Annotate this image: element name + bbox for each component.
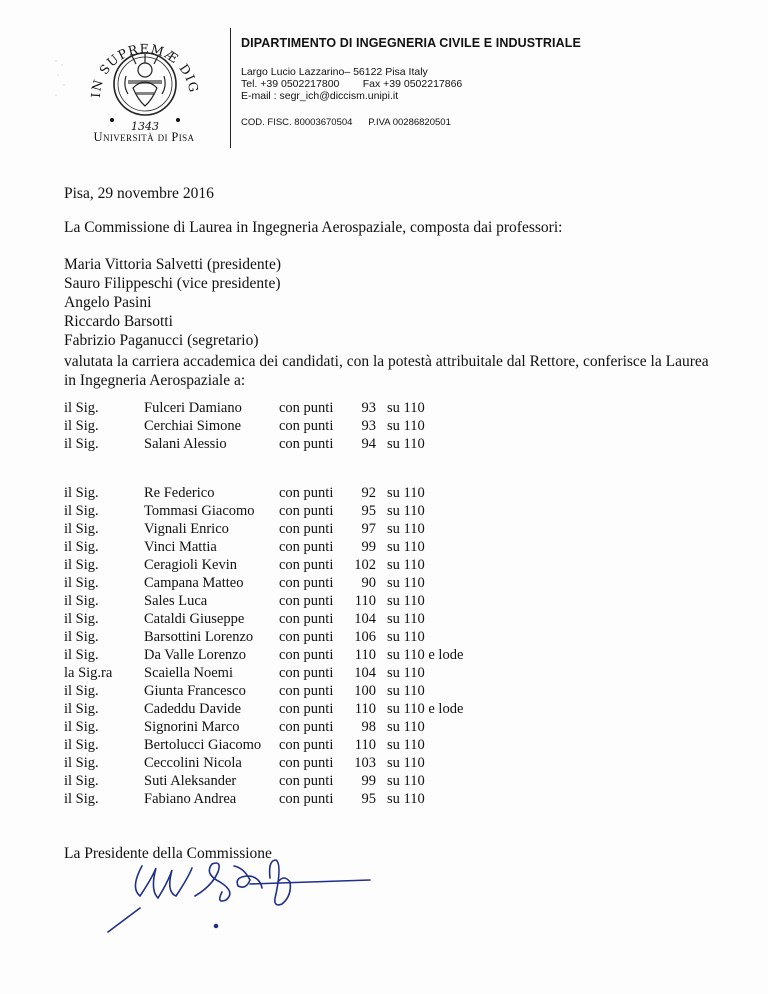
member-item: Riccardo Barsotti (64, 313, 173, 330)
graduate-points: 97 (361, 521, 376, 537)
points-scale: su 110 (387, 737, 425, 753)
points-label: con punti (279, 593, 334, 609)
graduate-points: 110 (354, 647, 376, 663)
points-label: con punti (279, 773, 334, 789)
graduate-points: 93 (361, 400, 376, 416)
email-line: E-mail : segr_ich@diccism.unipi.it (241, 90, 399, 102)
graduate-points: 104 (354, 665, 376, 681)
graduate-points: 110 (354, 593, 376, 609)
points-label: con punti (279, 755, 334, 771)
graduate-name: Fabiano Andrea (144, 791, 237, 807)
points-label: con punti (279, 611, 334, 627)
graduate-title: il Sig. (64, 400, 99, 416)
points-label: con punti (279, 629, 334, 645)
graduate-title: il Sig. (64, 593, 99, 609)
header-divider (230, 28, 231, 148)
graduate-points: 104 (354, 611, 376, 627)
points-label: con punti (279, 436, 334, 452)
graduate-name: Tommasi Giacomo (144, 503, 255, 519)
graduate-name: Vinci Mattia (144, 539, 217, 555)
points-label: con punti (279, 521, 334, 537)
graduate-name: Cadeddu Davide (144, 701, 242, 717)
graduate-points: 106 (354, 629, 376, 645)
graduate-name: Cataldi Giuseppe (144, 611, 245, 627)
seal-text: IN SUPREMÆ DIG (87, 40, 202, 99)
points-label: con punti (279, 539, 334, 555)
intro-line: La Commissione di Laurea in Ingegneria Aerospaziale, composta dai professori: (64, 219, 563, 236)
contact-block (241, 66, 721, 102)
graduate-points: 90 (361, 575, 376, 591)
graduate-name: Salani Alessio (144, 436, 227, 452)
graduate-title: il Sig. (64, 557, 99, 573)
graduate-title: la Sig.ra (64, 665, 113, 681)
handwritten-signature (100, 838, 400, 938)
points-scale: su 110 (387, 436, 425, 452)
points-scale: su 110 (387, 665, 425, 681)
points-label: con punti (279, 400, 334, 416)
member-item: Angelo Pasini (64, 294, 152, 311)
graduate-title: il Sig. (64, 575, 99, 591)
points-label: con punti (279, 418, 334, 434)
graduate-name: Ceccolini Nicola (144, 755, 242, 771)
points-label: con punti (279, 737, 334, 753)
graduate-title: il Sig. (64, 418, 99, 434)
graduate-name: Scaiella Noemi (144, 665, 233, 681)
graduate-title: il Sig. (64, 737, 99, 753)
graduate-title: il Sig. (64, 521, 99, 537)
graduate-name: Campana Matteo (144, 575, 244, 591)
commission-members (64, 255, 281, 350)
points-scale: su 110 (387, 575, 425, 591)
points-label: con punti (279, 503, 334, 519)
graduate-points: 93 (361, 418, 376, 434)
fiscal-line: COD. FISC. 80003670504 P.IVA 00286820501 (241, 117, 451, 128)
points-scale: su 110 (387, 629, 425, 645)
graduate-points: 95 (361, 791, 376, 807)
scan-smudge (50, 55, 76, 125)
graduate-name: Bertolucci Giacomo (144, 737, 262, 753)
points-scale: su 110 (387, 593, 425, 609)
letter-date: Pisa, 29 novembre 2016 (64, 185, 214, 202)
university-seal (78, 26, 212, 136)
phone-line: Tel. +39 0502217800 Fax +39 0502217866 (241, 78, 463, 90)
seal-year: 1343 (131, 120, 159, 133)
graduate-title: il Sig. (64, 485, 99, 501)
graduate-title: il Sig. (64, 539, 99, 555)
graduate-title: il Sig. (64, 629, 99, 645)
graduate-name: Fulceri Damiano (144, 400, 242, 416)
signature-label: La Presidente della Commissione (64, 845, 272, 862)
graduate-title: il Sig. (64, 436, 99, 452)
points-scale: su 110 (387, 503, 425, 519)
graduate-name: Ceragioli Kevin (144, 557, 238, 573)
graduate-points: 95 (361, 503, 376, 519)
member-item: Sauro Filippeschi (vice presidente) (64, 275, 281, 292)
graduate-name: Suti Aleksander (144, 773, 237, 789)
points-label: con punti (279, 575, 334, 591)
points-scale: su 110 (387, 611, 425, 627)
points-scale: su 110 (387, 755, 425, 771)
points-scale: su 110 (387, 400, 425, 416)
graduate-title: il Sig. (64, 647, 99, 663)
department-name: DIPARTIMENTO DI INGEGNERIA CIVILE E INDUSTRIALE (241, 36, 581, 50)
points-label: con punti (279, 701, 334, 717)
points-label: con punti (279, 647, 334, 663)
points-label: con punti (279, 791, 334, 807)
graduate-points: 110 (354, 701, 376, 717)
svg-text:IN SUPREMÆ DIGNITATIS (78, 26, 202, 98)
points-label: con punti (279, 665, 334, 681)
points-scale: su 110 (387, 521, 425, 537)
graduate-name: Re Federico (144, 485, 215, 501)
graduate-points: 102 (354, 557, 376, 573)
conferral-paragraph: valutata la carriera accademica dei candidati, con la potestà attribuitale dal Rettore, conferisce la Laurea in Ingegneria Aerospaziale a: (64, 353, 709, 389)
graduate-title: il Sig. (64, 503, 99, 519)
graduate-points: 94 (361, 436, 376, 452)
graduate-name: Sales Luca (144, 593, 208, 609)
graduate-points: 103 (354, 755, 376, 771)
graduate-points: 110 (354, 737, 376, 753)
points-scale: su 110 e lode (387, 701, 464, 717)
member-item: Maria Vittoria Salvetti (presidente) (64, 256, 282, 273)
graduate-title: il Sig. (64, 701, 99, 717)
member-item: Fabrizio Paganucci (segretario) (64, 332, 259, 349)
address-line: Largo Lucio Lazzarino– 56122 Pisa Italy (241, 66, 428, 78)
graduate-title: il Sig. (64, 791, 99, 807)
graduate-name: Giunta Francesco (144, 683, 246, 699)
points-label: con punti (279, 719, 334, 735)
points-label: con punti (279, 485, 334, 501)
points-scale: su 110 (387, 557, 425, 573)
graduate-points: 98 (361, 719, 376, 735)
graduate-name: Vignali Enrico (144, 521, 229, 537)
university-name: Università di Pisa (93, 130, 195, 144)
graduate-name: Barsottini Lorenzo (144, 629, 254, 645)
points-label: con punti (279, 557, 334, 573)
letterhead (241, 36, 721, 128)
graduate-title: il Sig. (64, 611, 99, 627)
points-scale: su 110 (387, 539, 425, 555)
graduate-title: il Sig. (64, 719, 99, 735)
graduate-points: 99 (361, 539, 376, 555)
graduate-title: il Sig. (64, 773, 99, 789)
graduate-name: Cerchiai Simone (144, 418, 242, 434)
graduate-points: 100 (354, 683, 376, 699)
points-label: con punti (279, 683, 334, 699)
graduate-title: il Sig. (64, 755, 99, 771)
graduate-points: 99 (361, 773, 376, 789)
graduate-title: il Sig. (64, 683, 99, 699)
graduate-name: Da Valle Lorenzo (144, 647, 246, 663)
graduate-points: 92 (361, 485, 376, 501)
points-scale: su 110 (387, 683, 425, 699)
points-scale: su 110 e lode (387, 647, 464, 663)
points-scale: su 110 (387, 719, 425, 735)
points-scale: su 110 (387, 485, 425, 501)
points-scale: su 110 (387, 791, 425, 807)
graduate-name: Signorini Marco (144, 719, 240, 735)
points-scale: su 110 (387, 418, 425, 434)
points-scale: su 110 (387, 773, 425, 789)
